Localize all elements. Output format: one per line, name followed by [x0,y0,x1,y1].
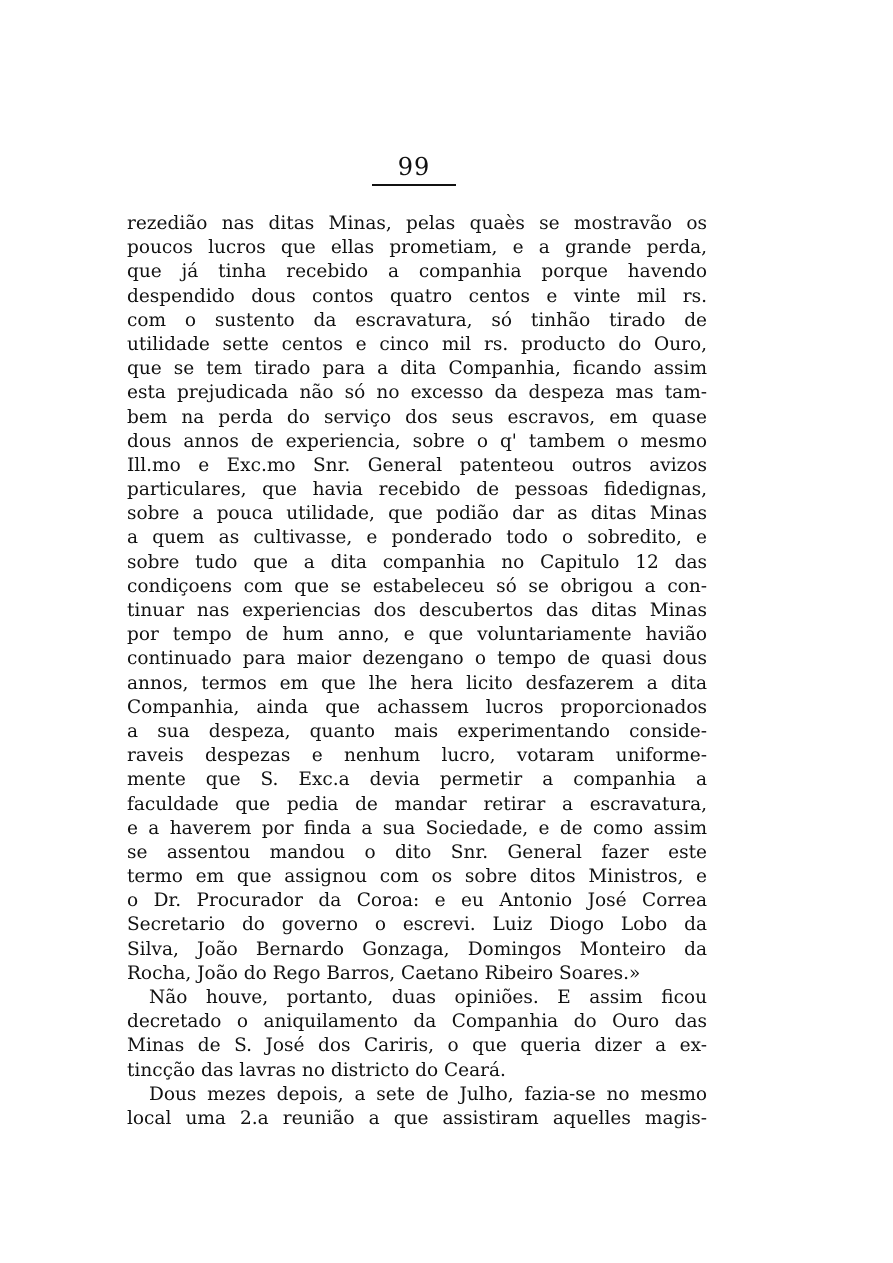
text-line: faculdade que pedia de mandar retirar a escravatura, [127,793,707,815]
text-line: dous annos de experiencia, sobre o q' tambem o mesmo [127,430,707,452]
text-line: Ill.mo e Exc.mo Snr. General patenteou outros avizos [127,454,707,476]
text-line: por tempo de hum anno, e que voluntariamente havião [127,624,707,646]
text-line: rezedião nas ditas Minas, pelas quaès se mostravão os [127,213,707,234]
text-line: despendido dous contos quatro centos e vinte mil rs. [127,285,707,307]
text-line: bem na perda do serviço dos seus escravos, em quase [127,406,707,428]
page-number-rule [372,184,456,186]
text-line: utilidade sette centos e cinco mil rs. producto do Ouro, [127,333,707,355]
text-line: o Dr. Procurador da Coroa: e eu Antonio José Correa [127,890,707,912]
text-line: e a haverem por finda a sua Sociedade, e de como assim [127,817,707,839]
text-line: Rocha, João do Rego Barros, Caetano Ribeiro Soares.» [127,962,641,984]
text-line: annos, termos em que lhe hera licito desfazerem a dita [127,672,707,694]
text-line: Companhia, ainda que achassem lucros proporcionados [127,696,707,718]
text-line: tincção das lavras no districto do Ceará. [127,1059,506,1081]
text-line: poucos lucros que ellas prometiam, e a grande perda, [127,237,707,259]
body-text [127,212,707,1131]
text-line: esta prejudicada não só no excesso da despeza mas tam- [127,382,707,404]
text-line: raveis despezas e nenhum lucro, votaram uniforme- [127,745,707,767]
page-number: 99 [397,153,431,181]
text-line: a sua despeza, quanto mais experimentando conside- [127,720,707,742]
text-line: que se tem tirado para a dita Companhia, ficando assim [127,358,707,380]
text-line: Dous mezes depois, a sete de Julho, fazia-se no mesmo [149,1083,707,1105]
text-line: particulares, que havia recebido de pessoas fidedignas, [127,479,707,501]
text-line: decretado o aniquilamento da Companhia do Ouro das [127,1011,707,1033]
text-line: com o sustento da escravatura, só tinhão tirado de [127,309,707,331]
text-line: se assentou mandou o dito Snr. General fazer este [127,841,707,863]
text-line: continuado para maior dezengano o tempo de quasi dous [127,648,707,670]
text-line: Minas de S. José dos Cariris, o que queria dizer a ex- [127,1035,707,1057]
text-line: mente que S. Exc.a devia permetir a companhia a [127,769,707,791]
text-line: Silva, João Bernardo Gonzaga, Domingos Monteiro da [127,938,707,960]
text-line: que já tinha recebido a companhia porque havendo [127,261,707,283]
text-line: sobre tudo que a dita companhia no Capitulo 12 das [127,551,707,573]
text-line: Secretario do governo o escrevi. Luiz Diogo Lobo da [127,914,707,936]
text-line: termo em que assignou com os sobre ditos Ministros, e [127,866,707,888]
text-line: tinuar nas experiencias dos descubertos das ditas Minas [127,600,707,621]
text-line: sobre a pouca utilidade, que podião dar as ditas Minas [127,503,707,525]
text-line: condiçoens com que se estabeleceu só se obrigou a con- [127,575,707,597]
text-line: a quem as cultivasse, e ponderado todo o sobredito, e [127,527,707,549]
text-line: local uma 2.a reunião a que assistiram aquelles magis- [127,1107,707,1129]
text-line: Não houve, portanto, duas opiniões. E assim ficou [149,987,707,1008]
